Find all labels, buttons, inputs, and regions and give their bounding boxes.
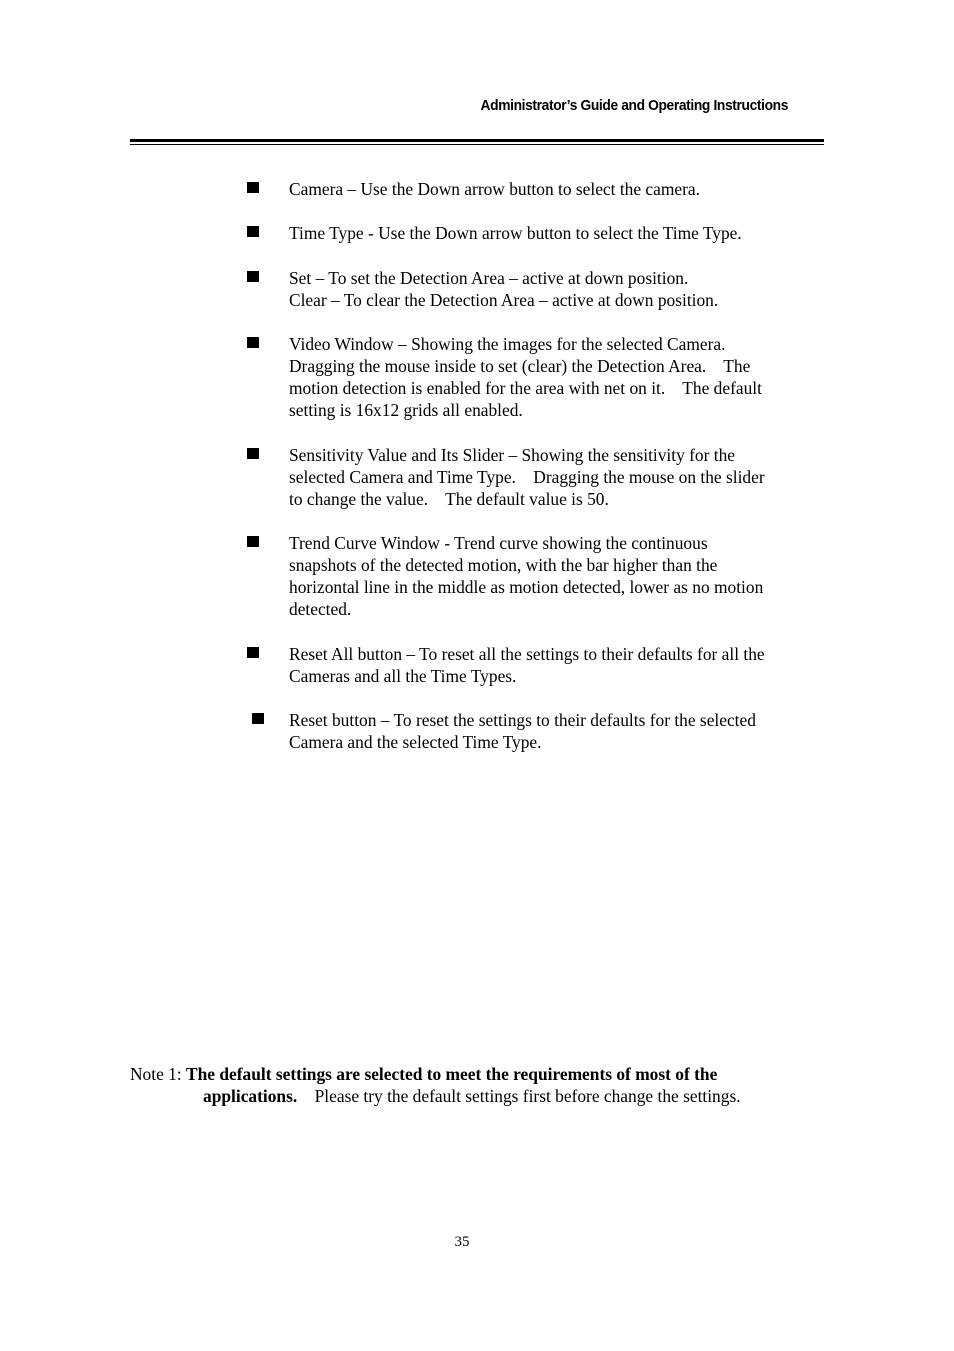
- bullet-square-icon: [247, 647, 259, 658]
- footnote-line-1: [130, 1064, 717, 1084]
- list-item-line: Set – To set the Detection Area – active at down position.: [289, 268, 689, 288]
- list-item: [289, 643, 819, 687]
- list-item: [289, 178, 819, 200]
- list-item-line: Reset All button – To reset all the settings to their defaults for all the: [289, 644, 765, 664]
- list-item: [289, 333, 819, 421]
- list-item-line: detected.: [289, 599, 352, 619]
- header-rule-thin: [130, 144, 824, 145]
- list-item-line: motion detection is enabled for the area with net on it. The default: [289, 378, 762, 398]
- bullet-square-icon: [247, 337, 259, 348]
- list-item-line: Dragging the mouse inside to set (clear) the Detection Area. The: [289, 356, 751, 376]
- list-item-line: Cameras and all the Time Types.: [289, 666, 517, 686]
- bullet-square-icon: [252, 713, 264, 724]
- list-item-line: Time Type - Use the Down arrow button to select the Time Type.: [289, 223, 742, 243]
- list-item-line: setting is 16x12 grids all enabled.: [289, 400, 523, 420]
- list-item-line: snapshots of the detected motion, with the bar higher than the: [289, 555, 718, 575]
- list-item-line: selected Camera and Time Type. Dragging the mouse on the slider: [289, 467, 765, 487]
- bullet-square-icon: [247, 182, 259, 193]
- page-number: 35: [454, 1234, 470, 1250]
- list-item: [289, 222, 819, 244]
- list-item: [289, 267, 819, 311]
- header-rule-thick: [130, 139, 824, 142]
- footnote-line-2: [130, 1085, 741, 1107]
- list-item-line: Camera and the selected Time Type.: [289, 732, 542, 752]
- list-item-line: Sensitivity Value and Its Slider – Showing the sensitivity for the: [289, 445, 736, 465]
- note-label: Note 1:: [130, 1064, 187, 1084]
- list-item-line: horizontal line in the middle as motion detected, lower as no motion: [289, 577, 764, 597]
- list-item-line: Camera – Use the Down arrow button to select the camera.: [289, 179, 700, 199]
- bullet-square-icon: [247, 271, 259, 282]
- document-title: Administrator’s Guide and Operating Instructions: [480, 97, 788, 114]
- bullet-square-icon: [247, 226, 259, 237]
- list-item-line: Reset button – To reset the settings to their defaults for the selected: [289, 710, 756, 730]
- list-item: [289, 444, 819, 510]
- list-item-line: Video Window – Showing the images for the selected Camera.: [289, 334, 726, 354]
- bullet-square-icon: [247, 536, 259, 547]
- note-plain-text: Please try the default settings first before change the settings.: [297, 1086, 741, 1106]
- list-item-line: Clear – To clear the Detection Area – active at down position.: [289, 290, 719, 310]
- list-item: [289, 532, 819, 620]
- list-item-line: to change the value. The default value is 50.: [289, 489, 609, 509]
- list-item: [289, 709, 819, 753]
- list-item-line: Trend Curve Window - Trend curve showing the continuous: [289, 533, 708, 553]
- note-bold-text-1: The default settings are selected to meet the requirements of most of the: [186, 1064, 718, 1084]
- bullet-square-icon: [247, 448, 259, 459]
- footnote: [130, 1063, 741, 1107]
- note-bold-text-2: applications.: [203, 1086, 298, 1106]
